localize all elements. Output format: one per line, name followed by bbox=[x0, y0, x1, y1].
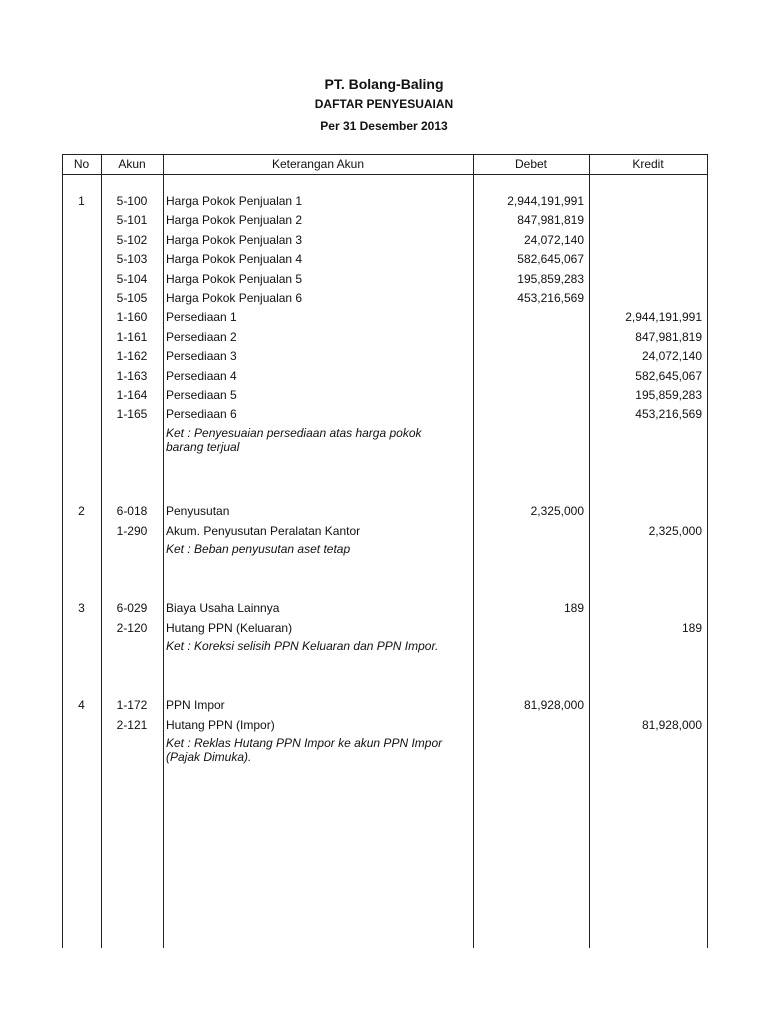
credit-amount bbox=[589, 599, 707, 618]
account-description: Persediaan 3 bbox=[166, 349, 237, 364]
entry-line bbox=[62, 405, 707, 424]
account-description: PPN Impor bbox=[166, 698, 225, 713]
entry-note bbox=[166, 542, 707, 556]
credit-amount: 81,928,000 bbox=[641, 717, 702, 732]
entry-note-line: Ket : Beban penyusutan aset tetap bbox=[166, 541, 351, 556]
debit-amount bbox=[473, 328, 589, 347]
entry-number bbox=[62, 308, 101, 327]
entry-number: 3 bbox=[78, 601, 85, 616]
entry-note-line: (Pajak Dimuka). bbox=[166, 749, 252, 764]
account-code: 1-172 bbox=[116, 698, 148, 713]
entry-note bbox=[166, 639, 707, 653]
account-description: Harga Pokok Penjualan 2 bbox=[166, 213, 303, 228]
account-description: Persediaan 5 bbox=[166, 387, 237, 402]
table-header-row bbox=[62, 154, 707, 174]
credit-amount bbox=[589, 211, 707, 230]
debit-amount bbox=[473, 619, 589, 638]
debit-amount bbox=[473, 347, 589, 366]
entry-line bbox=[62, 386, 707, 405]
header-keterangan: Keterangan Akun bbox=[271, 157, 365, 171]
entry-line bbox=[62, 502, 707, 521]
entry-number bbox=[62, 347, 101, 366]
credit-amount: 2,325,000 bbox=[648, 523, 702, 538]
credit-amount bbox=[589, 231, 707, 250]
account-description: Akum. Penyusutan Peralatan Kantor bbox=[166, 523, 361, 538]
entry-line bbox=[62, 347, 707, 366]
header-kredit: Kredit bbox=[632, 157, 664, 171]
entry-line bbox=[62, 192, 707, 211]
account-code: 1-161 bbox=[116, 329, 148, 344]
debit-amount: 2,325,000 bbox=[530, 504, 584, 519]
account-description: Harga Pokok Penjualan 6 bbox=[166, 290, 303, 305]
entry-line bbox=[62, 231, 707, 250]
entry-line bbox=[62, 289, 707, 308]
account-description: Persediaan 6 bbox=[166, 407, 237, 422]
entry-number bbox=[62, 289, 101, 308]
credit-amount: 453,216,569 bbox=[635, 407, 702, 422]
debit-amount: 189 bbox=[563, 601, 584, 616]
entry-note-line: Ket : Reklas Hutang PPN Impor ke akun PPN Impor bbox=[166, 735, 443, 750]
credit-amount: 847,981,819 bbox=[635, 329, 702, 344]
credit-amount bbox=[589, 250, 707, 269]
debit-amount: 582,645,067 bbox=[517, 252, 584, 267]
table-header-divider bbox=[62, 174, 708, 175]
entry-number bbox=[62, 386, 101, 405]
entry-number: 1 bbox=[78, 194, 85, 208]
account-code: 5-100 bbox=[116, 194, 148, 208]
account-description: Harga Pokok Penjualan 3 bbox=[166, 232, 303, 247]
entry-note bbox=[166, 736, 707, 764]
entry-number: 4 bbox=[78, 698, 85, 713]
entry-note bbox=[166, 426, 707, 454]
entry-note-line: barang terjual bbox=[166, 439, 240, 454]
entry-number bbox=[62, 405, 101, 424]
account-code: 6-018 bbox=[116, 504, 148, 519]
journal-entry bbox=[62, 599, 707, 653]
account-code: 2-120 bbox=[116, 620, 148, 635]
account-description: Penyusutan bbox=[166, 504, 230, 519]
credit-amount bbox=[589, 270, 707, 289]
entry-line bbox=[62, 328, 707, 347]
entry-note-line: Ket : Penyesuaian persediaan atas harga pokok bbox=[166, 425, 422, 440]
table-right-border bbox=[707, 154, 708, 948]
journal-entry bbox=[62, 502, 707, 556]
account-description: Harga Pokok Penjualan 1 bbox=[166, 194, 303, 208]
entry-line bbox=[62, 367, 707, 386]
entry-line bbox=[62, 599, 707, 618]
entry-number bbox=[62, 250, 101, 269]
entry-number bbox=[62, 522, 101, 541]
account-description: Hutang PPN (Impor) bbox=[166, 717, 275, 732]
account-description: Biaya Usaha Lainnya bbox=[166, 601, 280, 616]
document-title: DAFTAR PENYESUAIAN bbox=[314, 97, 454, 111]
credit-amount: 582,645,067 bbox=[635, 368, 702, 383]
account-code: 5-105 bbox=[116, 290, 148, 305]
account-description: Persediaan 1 bbox=[166, 310, 237, 325]
account-description: Harga Pokok Penjualan 4 bbox=[166, 252, 303, 267]
entry-number bbox=[62, 367, 101, 386]
journal-entry bbox=[62, 192, 707, 454]
header-debet: Debet bbox=[514, 157, 548, 171]
debit-amount bbox=[473, 367, 589, 386]
account-code: 1-162 bbox=[116, 349, 148, 364]
debit-amount bbox=[473, 716, 589, 735]
adjustment-table bbox=[62, 154, 707, 948]
account-code: 5-104 bbox=[116, 271, 148, 286]
credit-amount bbox=[589, 289, 707, 308]
debit-amount: 453,216,569 bbox=[517, 290, 584, 305]
credit-amount bbox=[589, 502, 707, 521]
entry-number bbox=[62, 231, 101, 250]
account-code: 1-163 bbox=[116, 368, 148, 383]
account-code: 6-029 bbox=[116, 601, 148, 616]
entry-number bbox=[62, 270, 101, 289]
entry-line bbox=[62, 270, 707, 289]
debit-amount bbox=[473, 522, 589, 541]
account-code: 5-102 bbox=[116, 232, 148, 247]
entry-line bbox=[62, 211, 707, 230]
debit-amount: 847,981,819 bbox=[517, 213, 584, 228]
header-no: No bbox=[73, 157, 90, 171]
account-code: 1-165 bbox=[116, 407, 148, 422]
credit-amount: 24,072,140 bbox=[641, 349, 702, 364]
debit-amount: 2,944,191,991 bbox=[507, 194, 584, 208]
entry-number: 2 bbox=[78, 504, 85, 519]
debit-amount: 24,072,140 bbox=[523, 232, 584, 247]
account-code: 5-101 bbox=[116, 213, 148, 228]
account-code: 1-160 bbox=[116, 310, 148, 325]
entry-number bbox=[62, 619, 101, 638]
debit-amount: 195,859,283 bbox=[517, 271, 584, 286]
credit-amount: 195,859,283 bbox=[635, 387, 702, 402]
header-akun: Akun bbox=[118, 157, 146, 171]
journal-entry bbox=[62, 696, 707, 764]
account-description: Hutang PPN (Keluaran) bbox=[166, 620, 293, 635]
entry-line bbox=[62, 522, 707, 541]
entry-note-line: Ket : Koreksi selisih PPN Keluaran dan PPN Impor. bbox=[166, 638, 439, 653]
entry-line bbox=[62, 716, 707, 735]
entry-number bbox=[62, 328, 101, 347]
debit-amount bbox=[473, 386, 589, 405]
credit-amount: 189 bbox=[681, 620, 702, 635]
debit-amount bbox=[473, 308, 589, 327]
credit-amount bbox=[589, 192, 707, 211]
entry-number bbox=[62, 716, 101, 735]
account-description: Persediaan 4 bbox=[166, 368, 237, 383]
credit-amount bbox=[589, 696, 707, 715]
account-code: 1-290 bbox=[116, 523, 148, 538]
account-description: Persediaan 2 bbox=[166, 329, 237, 344]
debit-amount: 81,928,000 bbox=[523, 698, 584, 713]
entry-number bbox=[62, 211, 101, 230]
table-body bbox=[62, 192, 707, 764]
entry-line bbox=[62, 696, 707, 715]
debit-amount bbox=[473, 405, 589, 424]
entry-line bbox=[62, 619, 707, 638]
account-code: 2-121 bbox=[116, 717, 148, 732]
company-name: PT. Bolang-Baling bbox=[324, 76, 444, 92]
account-code: 1-164 bbox=[116, 387, 148, 402]
entry-line bbox=[62, 308, 707, 327]
account-code: 5-103 bbox=[116, 252, 148, 267]
entry-line bbox=[62, 250, 707, 269]
account-description: Harga Pokok Penjualan 5 bbox=[166, 271, 303, 286]
document-period: Per 31 Desember 2013 bbox=[320, 119, 448, 133]
credit-amount: 2,944,191,991 bbox=[625, 310, 702, 325]
